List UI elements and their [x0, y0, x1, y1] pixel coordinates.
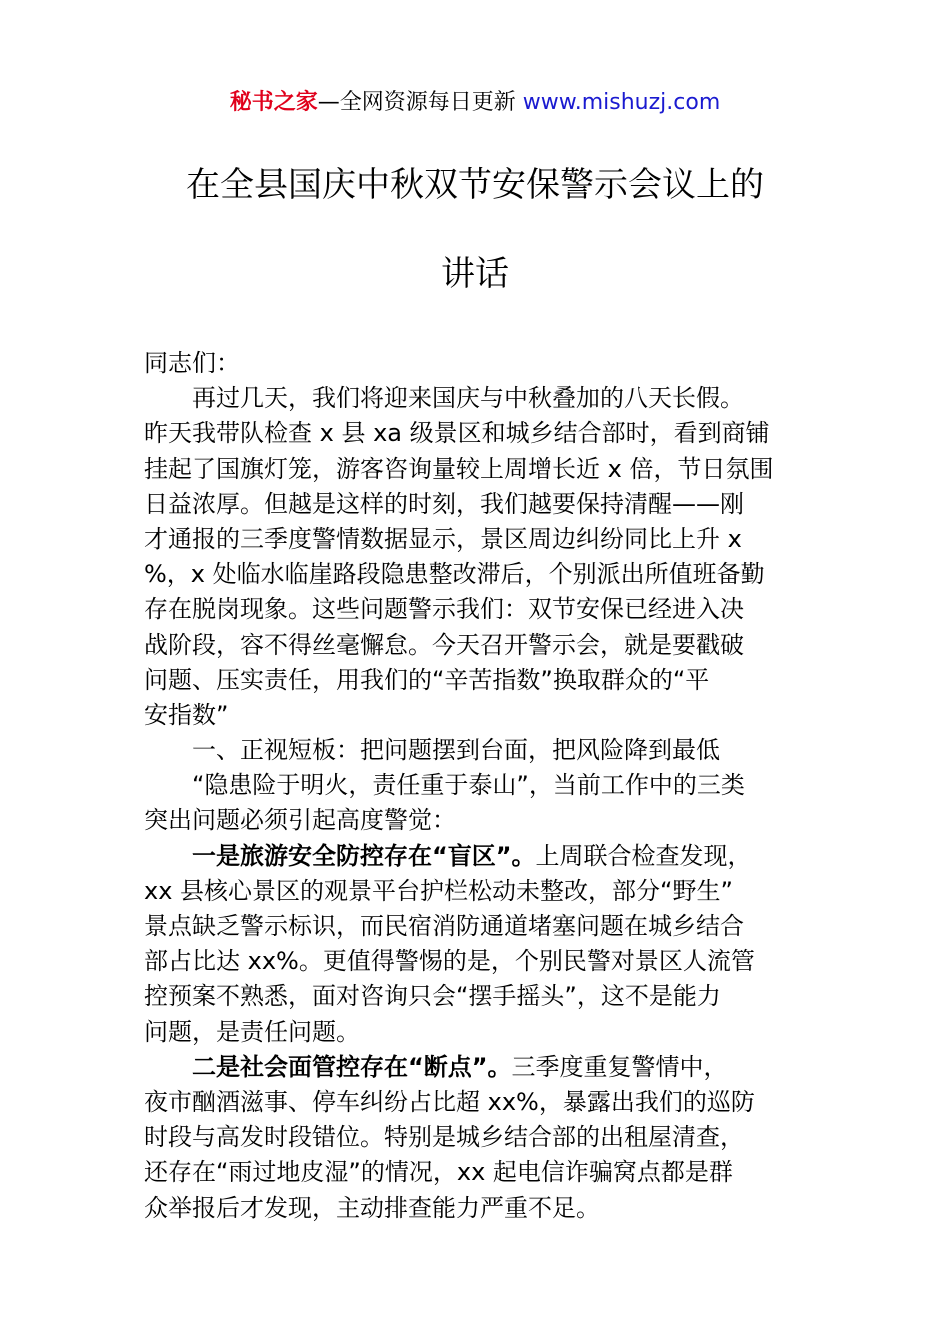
paragraph-line: “隐患险于明火，责任重于泰山”，当前工作中的三类	[192, 771, 745, 800]
point-2-heading: 二是社会面管控存在“断点”。	[192, 1052, 512, 1081]
point-1-first-line	[144, 839, 844, 874]
point-2-lead: 三季度重复警情中，	[511, 1052, 728, 1081]
point-2-first-line	[144, 1050, 844, 1085]
header-slogan: —全网资源每日更新	[317, 90, 516, 115]
point-1-heading: 一是旅游安全防控存在“盲区”。	[192, 841, 536, 870]
document-body	[144, 346, 844, 1226]
site-header	[0, 88, 950, 118]
paragraph-line: 众举报后才发现，主动排查能力严重不足。	[144, 1193, 600, 1222]
paragraph-line: 问题，是责任问题。	[144, 1017, 360, 1046]
title-line-2: 讲话	[441, 254, 509, 294]
document-title	[150, 162, 800, 297]
paragraph-line: 再过几天，我们将迎来国庆与中秋叠加的八天长假。	[192, 384, 744, 413]
brand-name: 秘书之家	[229, 90, 318, 115]
paragraph-line: %，x 处临水临崖路段隐患整改滞后，个别派出所值班备勤	[144, 560, 765, 589]
paragraph-line: 夜市酗酒滋事、停车纠纷占比超 xx%，暴露出我们的巡防	[144, 1087, 755, 1116]
paragraph-line: 存在脱岗现象。这些问题警示我们：双节安保已经进入决	[144, 595, 744, 624]
title-line-1: 在全县国庆中秋双节安保警示会议上的	[186, 165, 764, 205]
paragraph-line: 挂起了国旗灯笼，游客咨询量较上周增长近 x 倍，节日氛围	[144, 454, 774, 483]
paragraph-line: 战阶段，容不得丝毫懈怠。今天召开警示会，就是要戳破	[144, 630, 744, 659]
paragraph-line: 部占比达 xx%。更值得警惕的是，个别民警对景区人流管	[144, 947, 755, 976]
site-url-link[interactable]: www.mishuzj.com	[522, 90, 721, 115]
paragraph-line: 控预案不熟悉，面对咨询只会“摆手摇头”，这不是能力	[144, 982, 721, 1011]
paragraph-line: 还存在“雨过地皮湿”的情况，xx 起电信诈骗窝点都是群	[144, 1158, 733, 1187]
paragraph-line: 安指数”	[144, 700, 229, 729]
paragraph-line: 时段与高发时段错位。特别是城乡结合部的出租屋清查，	[144, 1123, 744, 1152]
section-heading: 一、正视短板：把问题摆到台面，把风险降到最低	[192, 736, 720, 765]
paragraph-line: 昨天我带队检查 x 县 xa 级景区和城乡结合部时，看到商铺	[144, 419, 770, 448]
paragraph-line: 才通报的三季度警情数据显示，景区周边纠纷同比上升 x	[144, 524, 742, 553]
paragraph-line: 日益浓厚。但越是这样的时刻，我们越要保持清醒——刚	[144, 489, 744, 518]
paragraph-line: 景点缺乏警示标识，而民宿消防通道堵塞问题在城乡结合	[144, 912, 744, 940]
paragraph-line: xx 县核心景区的观景平台护栏松动未整改，部分“野生”	[144, 876, 733, 905]
paragraph-line: 问题、压实责任，用我们的“辛苦指数”换取群众的“平	[144, 665, 710, 694]
salutation: 同志们：	[144, 349, 240, 377]
paragraph-line: 突出问题必须引起高度警觉：	[144, 806, 456, 835]
point-1-lead: 上周联合检查发现，	[535, 841, 752, 870]
